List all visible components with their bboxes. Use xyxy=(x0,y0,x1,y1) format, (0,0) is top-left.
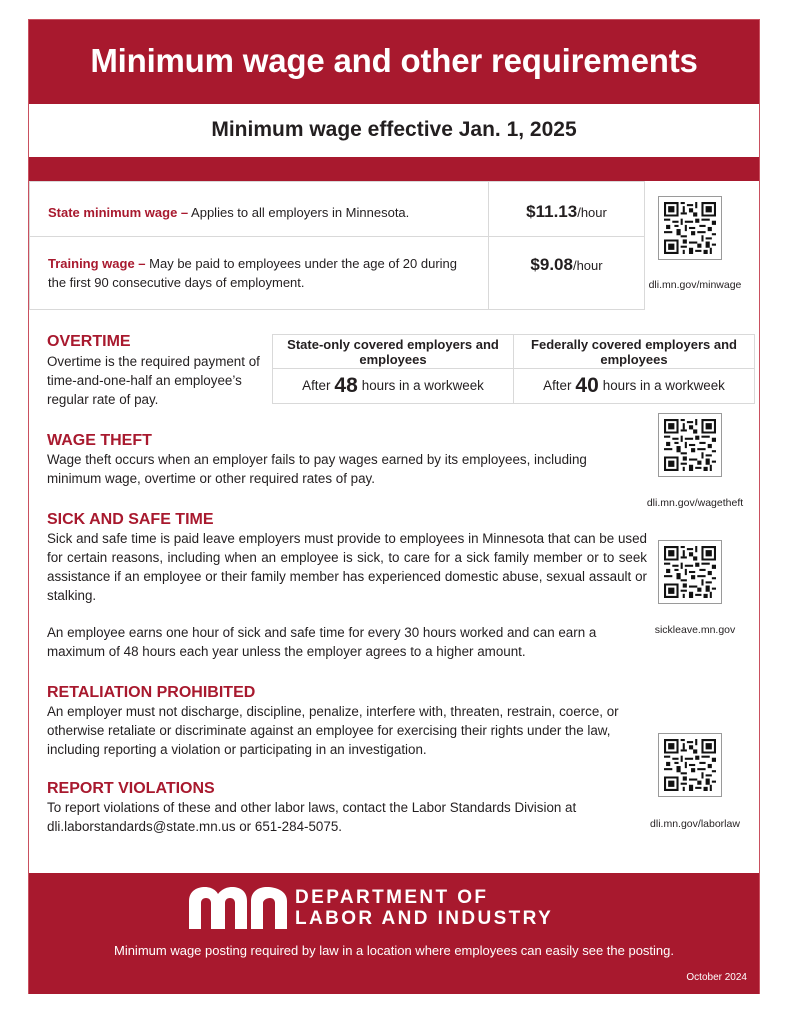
qr-url-wagetheft[interactable]: dli.mn.gov/wagetheft xyxy=(646,497,744,509)
red-divider-strip xyxy=(29,157,759,181)
wage-row-state xyxy=(30,182,645,237)
page-title: Minimum wage and other requirements xyxy=(90,42,698,79)
wage-row-training xyxy=(30,237,645,310)
overtime-table xyxy=(272,334,755,404)
wage-label: Training wage – xyxy=(48,256,146,271)
wage-theft-heading: WAGE THEFT xyxy=(47,432,152,449)
report-violations-body: To report violations of these and other labor laws, contact the Labor Standards Division at dli.laborstandards@state.mn.us or 651-284-5075. xyxy=(47,800,577,834)
qr-code-icon[interactable] xyxy=(658,413,722,477)
wage-unit: /hour xyxy=(577,205,607,220)
qr-url-sickleave[interactable]: sickleave.mn.gov xyxy=(654,624,736,636)
posting-requirement-note: Minimum wage posting required by law in a location where employees can easily see the posting. xyxy=(113,943,675,958)
department-name: DEPARTMENT OF LABOR AND INDUSTRY xyxy=(295,887,554,929)
subtitle-band xyxy=(29,106,759,156)
mn-logo-icon xyxy=(189,887,287,929)
qr-code-icon xyxy=(664,202,716,254)
wage-amount: $11.13 xyxy=(526,202,578,221)
overtime-hours: 48 xyxy=(334,374,358,397)
overtime-hours: 40 xyxy=(575,374,599,397)
wage-description: Applies to all employers in Minnesota. xyxy=(188,205,410,220)
overtime-state-threshold: After 48 hours in a workweek xyxy=(273,369,514,404)
qr-code-icon xyxy=(664,546,716,598)
report-violations-heading: REPORT VIOLATIONS xyxy=(47,780,215,797)
wage-unit: /hour xyxy=(572,258,603,273)
qr-url-laborlaw[interactable]: dli.mn.gov/laborlaw xyxy=(650,818,740,830)
retaliation-heading: RETALIATION PROHIBITED xyxy=(47,684,256,701)
wage-table xyxy=(29,181,645,310)
qr-code-icon xyxy=(664,739,716,791)
footer xyxy=(29,873,759,994)
wage-label: State minimum wage – xyxy=(48,205,189,220)
minimum-wage-poster xyxy=(28,19,760,994)
overtime-heading: OVERTIME xyxy=(47,333,131,350)
report-phone-link[interactable]: 651-284-5075 xyxy=(254,819,339,834)
qr-code-icon[interactable] xyxy=(658,540,722,604)
wage-theft-body: Wage theft occurs when an employer fails to pay wages earned by its employees, including minimum wage, overtime or other required rates of pay. xyxy=(47,452,587,486)
title-band xyxy=(29,20,759,104)
sick-safe-body: Sick and safe time is paid leave employers must provide to employees in Minnesota that can be used for certain reasons, including when an employee is sick, to care for a sick family member or to seek assistance if an employee or their family member has experienced domestic abuse, sexual assault or stalking. xyxy=(47,531,647,603)
overtime-federal-threshold: After 40 hours in a workweek xyxy=(514,369,755,404)
overtime-body: Overtime is the required payment of time-and-one-half an employee’s regular rate of pay. xyxy=(47,354,260,407)
qr-code-icon xyxy=(664,419,716,471)
sick-safe-heading: SICK AND SAFE TIME xyxy=(47,511,214,528)
revision-date: October 2024 xyxy=(686,972,747,983)
report-email-link[interactable]: dli.laborstandards@state.mn.us xyxy=(47,819,236,834)
qr-url-minwage[interactable]: dli.mn.gov/minwage xyxy=(648,279,742,291)
overtime-col-header: Federally covered employers and employees xyxy=(514,335,755,369)
effective-date-heading: Minimum wage effective Jan. 1, 2025 xyxy=(211,118,577,141)
qr-code-icon[interactable] xyxy=(658,196,722,260)
wage-description: May be paid to employees under the age of 20 during the first 90 consecutive days of employment. xyxy=(48,256,458,290)
qr-code-icon[interactable] xyxy=(658,733,722,797)
sick-safe-accrual: An employee earns one hour of sick and safe time for every 30 hours worked and can earn a maximum of 48 hours each year unless the employer agrees to a higher amount. xyxy=(47,625,597,659)
retaliation-body: An employer must not discharge, discipline, penalize, interfere with, threaten, restrain, coerce, or otherwise retaliate or discriminate against an employee for exercising their rights under the law, including reporting a violation or participating in an investigation. xyxy=(47,704,619,757)
overtime-col-header: State-only covered employers and employees xyxy=(273,335,514,369)
wage-amount: $9.08 xyxy=(530,255,573,274)
